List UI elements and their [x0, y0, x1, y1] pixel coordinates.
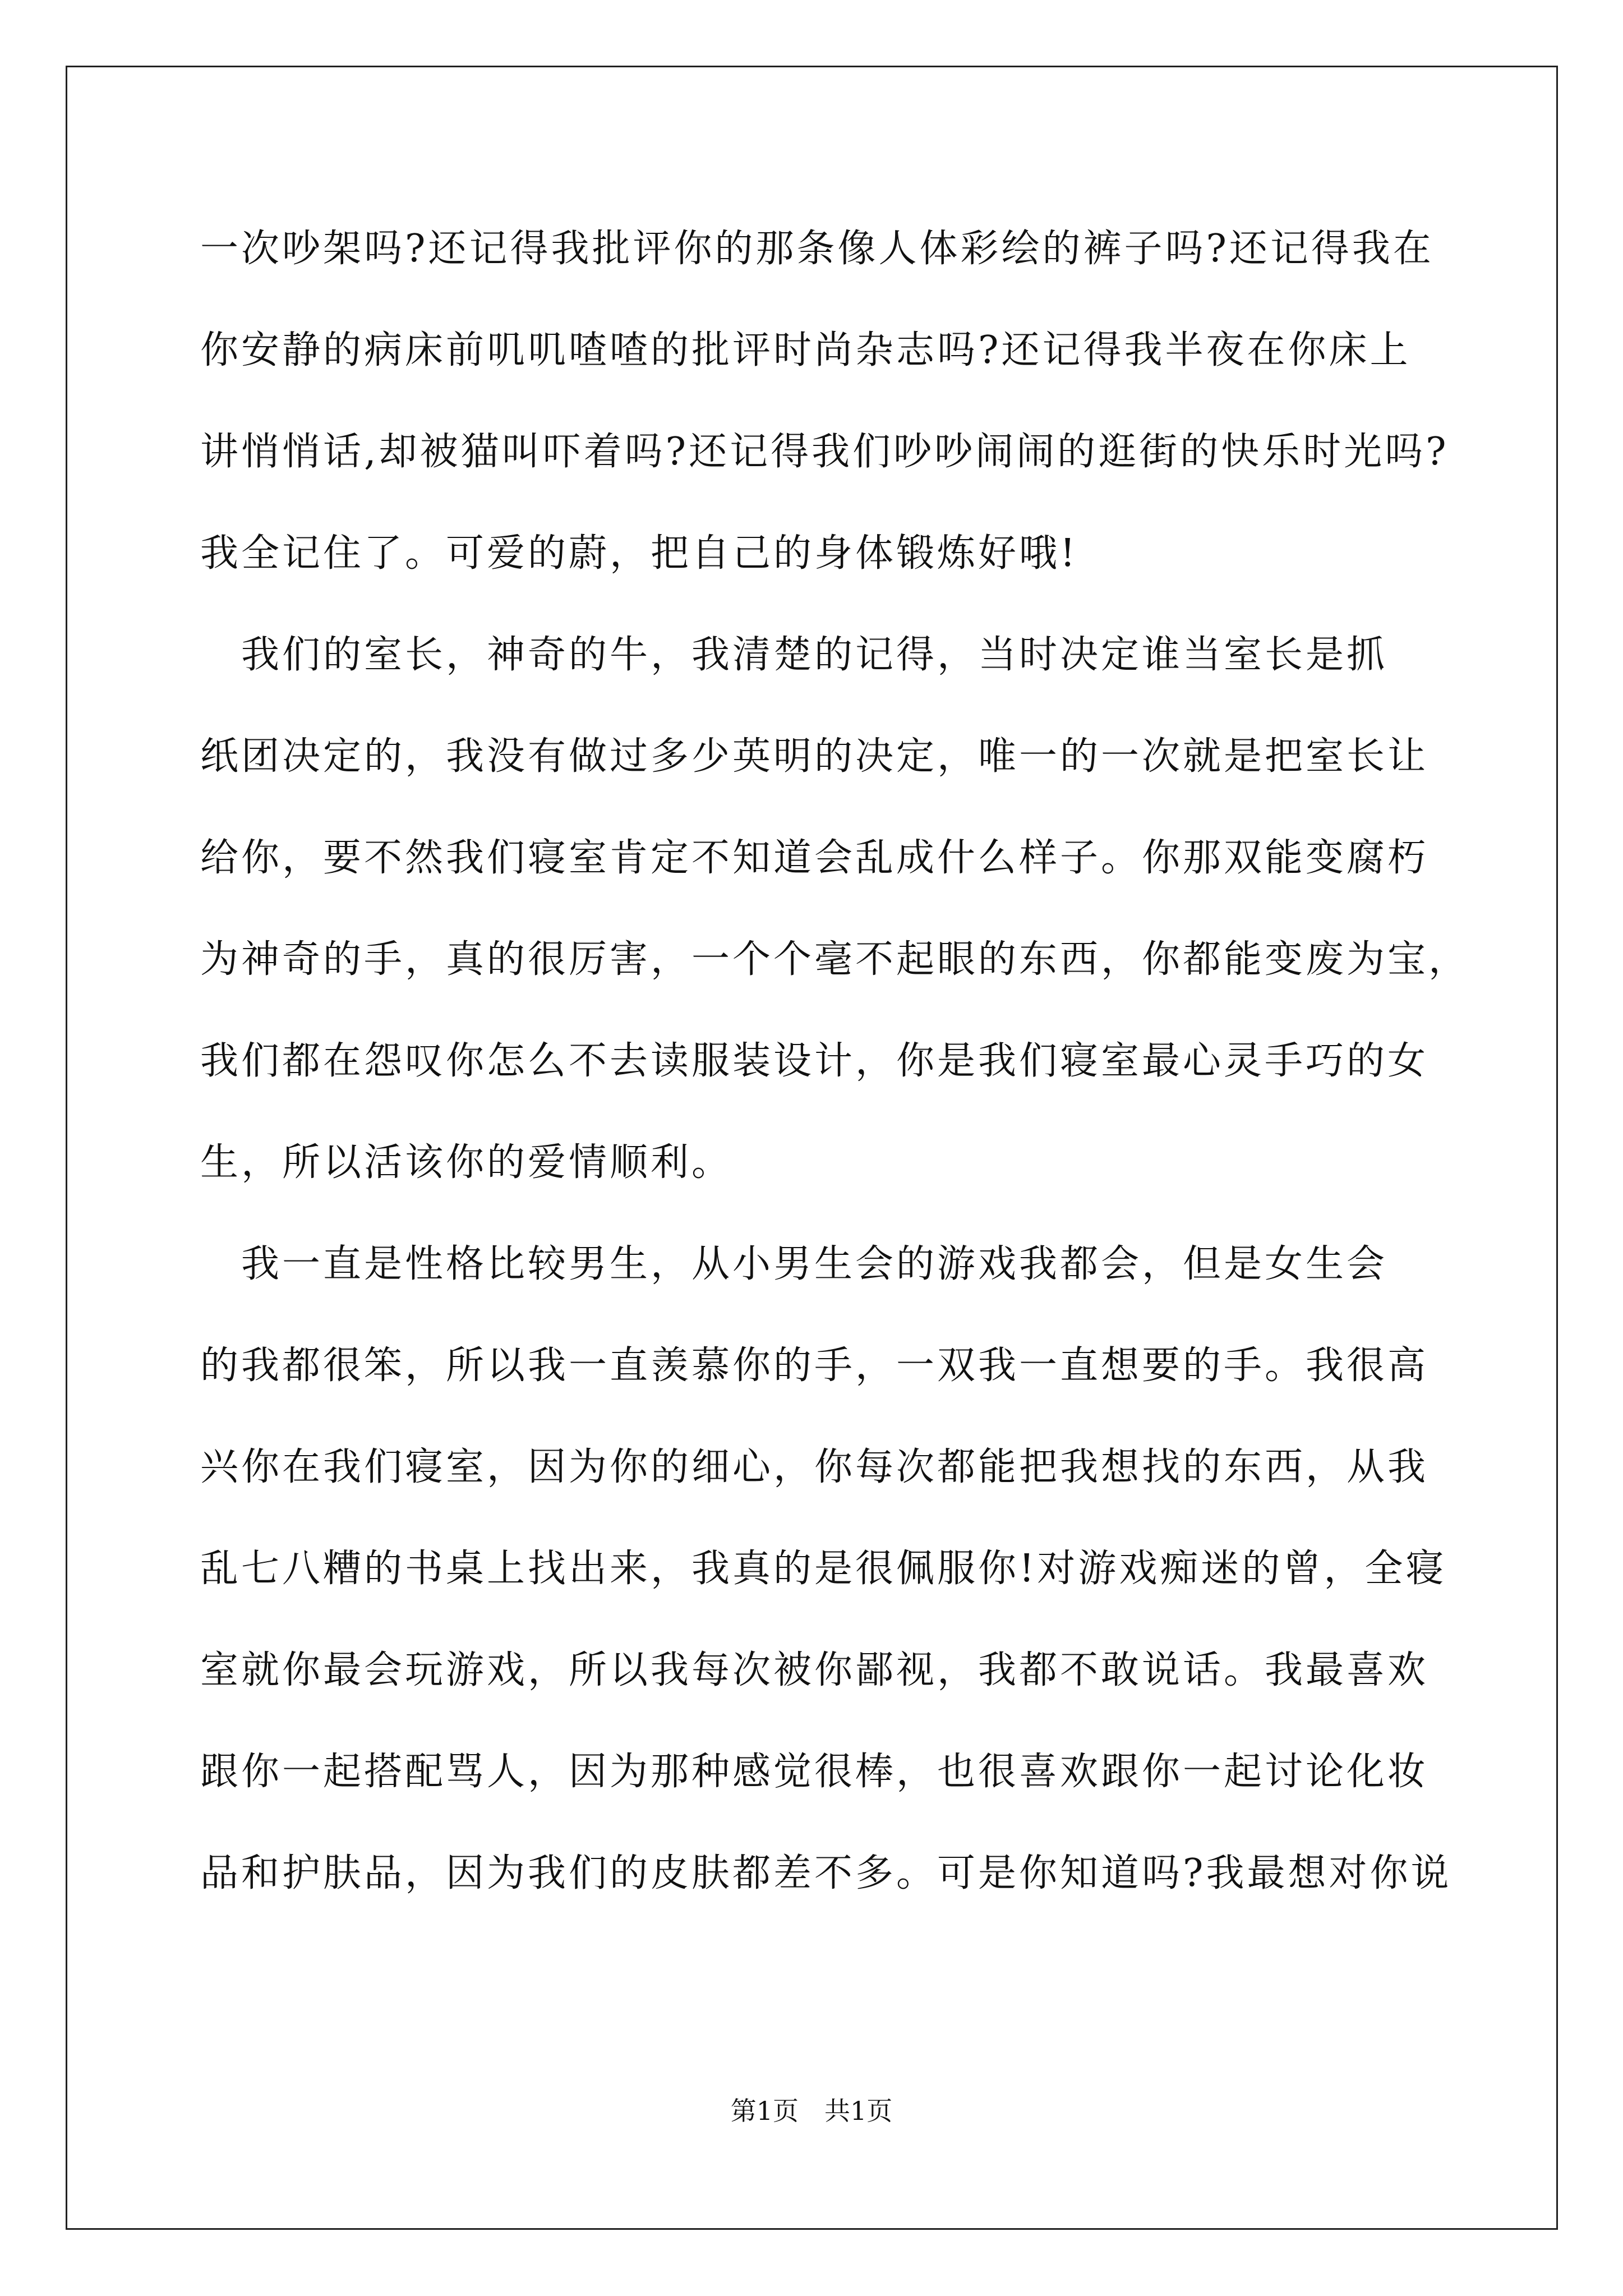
body-line-5: 我们的室长，神奇的牛，我清楚的记得，当时决定谁当室长是抓	[200, 633, 1388, 677]
body-line-16: 跟你一起搭配骂人，因为那种感觉很棒，也很喜欢跟你一起讨论化妆	[200, 1750, 1429, 1794]
body-line-12: 的我都很笨，所以我一直羡慕你的手，一双我一直想要的手。我很高	[200, 1343, 1429, 1388]
body-line-15: 室就你最会玩游戏，所以我每次被你鄙视，我都不敢说话。我最喜欢	[200, 1648, 1429, 1692]
body-line-14: 乱七八糟的书桌上找出来，我真的是很佩服你!对游戏痴迷的曾，全寝	[200, 1547, 1447, 1591]
page-number-footer: 第1页 共1页	[730, 2096, 893, 2126]
body-line-9: 我们都在怨叹你怎么不去读服装设计，你是我们寝室最心灵手巧的女	[200, 1039, 1429, 1083]
body-line-6: 纸团决定的，我没有做过多少英明的决定，唯一的一次就是把室长让	[200, 734, 1429, 779]
body-line-10: 生，所以活该你的爱情顺利。	[200, 1140, 733, 1185]
body-line-2: 你安静的病床前叽叽喳喳的批评时尚杂志吗?还记得我半夜在你床上	[200, 328, 1411, 372]
body-line-3: 讲悄悄话,却被猫叫吓着吗?还记得我们吵吵闹闹的逛街的快乐时光吗?	[200, 430, 1449, 474]
body-line-13: 兴你在我们寝室，因为你的细心，你每次都能把我想找的东西，从我	[200, 1445, 1429, 1489]
body-line-11: 我一直是性格比较男生，从小男生会的游戏我都会，但是女生会	[200, 1242, 1388, 1286]
body-line-17: 品和护肤品，因为我们的皮肤都差不多。可是你知道吗?我最想对你说	[200, 1851, 1452, 1895]
body-line-8: 为神奇的手，真的很厉害，一个个毫不起眼的东西，你都能变废为宝，	[200, 937, 1470, 982]
body-line-7: 给你，要不然我们寝室肯定不知道会乱成什么样子。你那双能变腐朽	[200, 836, 1429, 880]
body-line-4: 我全记住了。可爱的蔚，把自己的身体锻炼好哦!	[200, 531, 1078, 576]
body-line-1: 一次吵架吗?还记得我批评你的那条像人体彩绘的裤子吗?还记得我在	[200, 227, 1434, 271]
